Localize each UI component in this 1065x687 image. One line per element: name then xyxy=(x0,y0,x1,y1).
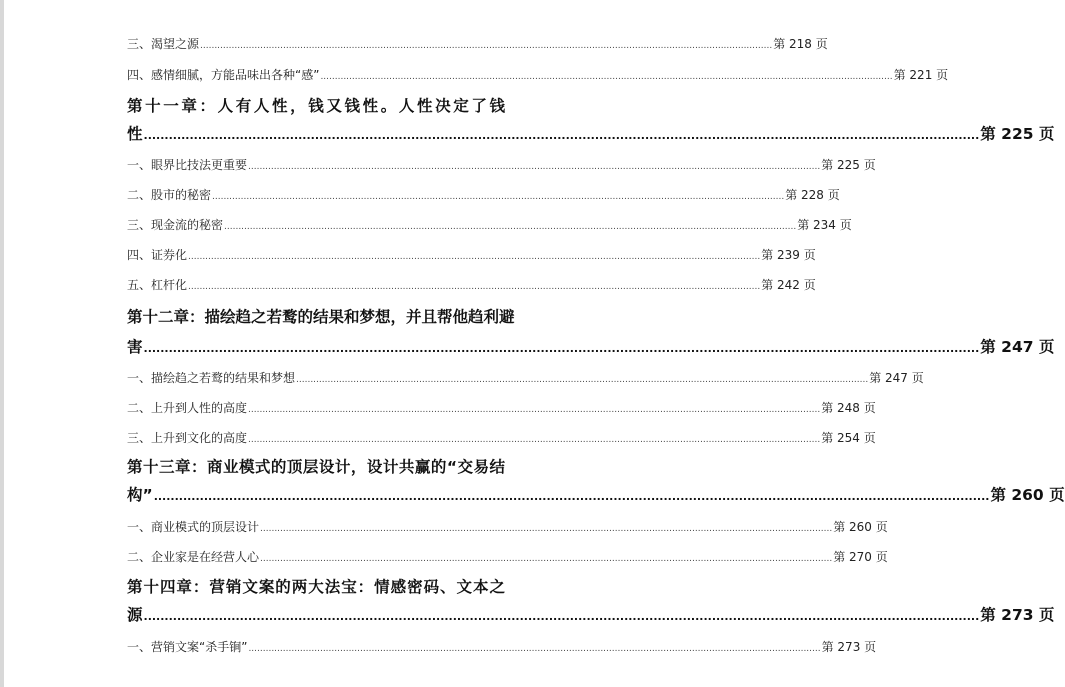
toc-entry-page: 第 225 页 xyxy=(821,158,876,172)
toc-entry-page: 第 248 页 xyxy=(821,401,876,415)
chapter-heading-tail: 性 xyxy=(127,125,143,143)
toc-entry[interactable] xyxy=(127,519,888,537)
toc-entry[interactable] xyxy=(127,36,828,54)
dot-leader: ........................................................................................................................................................................................................ xyxy=(153,490,990,503)
chapter-page: 第 247 页 xyxy=(980,338,1055,356)
toc-entry-title: 一、眼界比技法更重要 xyxy=(127,158,248,172)
toc-entry[interactable] xyxy=(127,187,840,205)
dot-leader: ........................................................................................................................................................................................................ xyxy=(188,282,761,292)
dot-leader: ........................................................................................................................................................................................................ xyxy=(248,405,821,415)
toc-entry[interactable] xyxy=(127,247,816,265)
dot-leader: ........................................................................................................................................................................................................ xyxy=(248,644,821,654)
dot-leader: ........................................................................................................................................................................................................ xyxy=(143,610,980,623)
dot-leader: ........................................................................................................................................................................................................ xyxy=(224,222,797,232)
dot-leader: ........................................................................................................................................................................................................ xyxy=(248,162,821,172)
chapter-heading-line1[interactable]: 第十四章：营销文案的两大法宝：情感密码、文本之 xyxy=(127,578,505,596)
chapter-heading-line1[interactable]: 第十二章：描绘趋之若鹜的结果和梦想，并且帮他趋利避 xyxy=(127,308,515,326)
chapter-heading-line1[interactable]: 第十一章：人有人性，钱又钱性。人性决定了钱 xyxy=(127,97,505,115)
dot-leader: ........................................................................................................................................................................................................ xyxy=(248,435,821,445)
toc-entry-page: 第 260 页 xyxy=(833,520,888,534)
toc-entry[interactable] xyxy=(127,639,877,657)
toc-entry[interactable] xyxy=(127,157,876,175)
toc-entry-page: 第 247 页 xyxy=(869,371,924,385)
chapter-heading-line2[interactable] xyxy=(127,605,1055,627)
toc-entry-title: 一、商业模式的顶层设计 xyxy=(127,520,260,534)
toc-entry-page: 第 239 页 xyxy=(761,248,816,262)
chapter-heading-tail: 害 xyxy=(127,338,143,356)
toc-entry-title: 三、现金流的秘密 xyxy=(127,218,224,232)
dot-leader: ........................................................................................................................................................................................................ xyxy=(143,342,980,355)
dot-leader: ........................................................................................................................................................................................................ xyxy=(260,524,833,534)
chapter-heading-line2[interactable] xyxy=(127,485,1065,507)
dot-leader: ........................................................................................................................................................................................................ xyxy=(260,554,833,564)
chapter-page: 第 273 页 xyxy=(980,606,1055,624)
chapter-page: 第 260 页 xyxy=(990,486,1065,504)
toc-entry-page: 第 234 页 xyxy=(797,218,852,232)
toc-entry[interactable] xyxy=(127,430,876,448)
toc-entry-title: 五、杠杆化 xyxy=(127,278,188,292)
toc-entry[interactable] xyxy=(127,67,949,85)
toc-entry[interactable] xyxy=(127,217,852,235)
toc-entry[interactable] xyxy=(127,400,876,418)
toc-entry-page: 第 228 页 xyxy=(785,188,840,202)
dot-leader: ........................................................................................................................................................................................................ xyxy=(200,41,773,51)
dot-leader: ........................................................................................................................................................................................................ xyxy=(212,192,785,202)
dot-leader: ........................................................................................................................................................................................................ xyxy=(320,72,893,82)
toc-entry-page: 第 221 页 xyxy=(893,68,949,82)
chapter-page: 第 225 页 xyxy=(980,125,1055,143)
toc-entry[interactable] xyxy=(127,370,924,388)
chapter-heading-tail: 源 xyxy=(127,606,143,624)
chapter-heading-line1[interactable]: 第十三章：商业模式的顶层设计，设计共赢的“交易结 xyxy=(127,458,505,476)
toc-entry-title: 四、感情细腻，方能品味出各种“感” xyxy=(127,68,320,82)
toc-entry-title: 二、企业家是在经营人心 xyxy=(127,550,260,564)
dot-leader: ........................................................................................................................................................................................................ xyxy=(188,252,761,262)
toc-entry-title: 二、上升到人性的高度 xyxy=(127,401,248,415)
toc-entry-title: 三、上升到文化的高度 xyxy=(127,431,248,445)
toc-entry-title: 一、营销文案“杀手锏” xyxy=(127,640,248,654)
chapter-heading-line2[interactable] xyxy=(127,124,1055,146)
toc-entry-page: 第 218 页 xyxy=(773,37,828,51)
toc-entry-page: 第 242 页 xyxy=(761,278,816,292)
dot-leader: ........................................................................................................................................................................................................ xyxy=(143,129,980,142)
toc-entry[interactable] xyxy=(127,549,888,567)
chapter-heading-line2[interactable] xyxy=(127,337,1055,359)
toc-entry-title: 二、股市的秘密 xyxy=(127,188,212,202)
toc-entry-page: 第 273 页 xyxy=(821,640,877,654)
toc-entry-title: 一、描绘趋之若鹜的结果和梦想 xyxy=(127,371,296,385)
page-edge-shadow xyxy=(0,0,4,687)
toc-entry-title: 四、证券化 xyxy=(127,248,188,262)
dot-leader: ........................................................................................................................................................................................................ xyxy=(296,375,869,385)
toc-entry-title: 三、渴望之源 xyxy=(127,37,200,51)
toc-entry[interactable] xyxy=(127,277,816,295)
chapter-heading-tail: 构” xyxy=(127,486,153,504)
toc-entry-page: 第 270 页 xyxy=(833,550,888,564)
toc-entry-page: 第 254 页 xyxy=(821,431,876,445)
